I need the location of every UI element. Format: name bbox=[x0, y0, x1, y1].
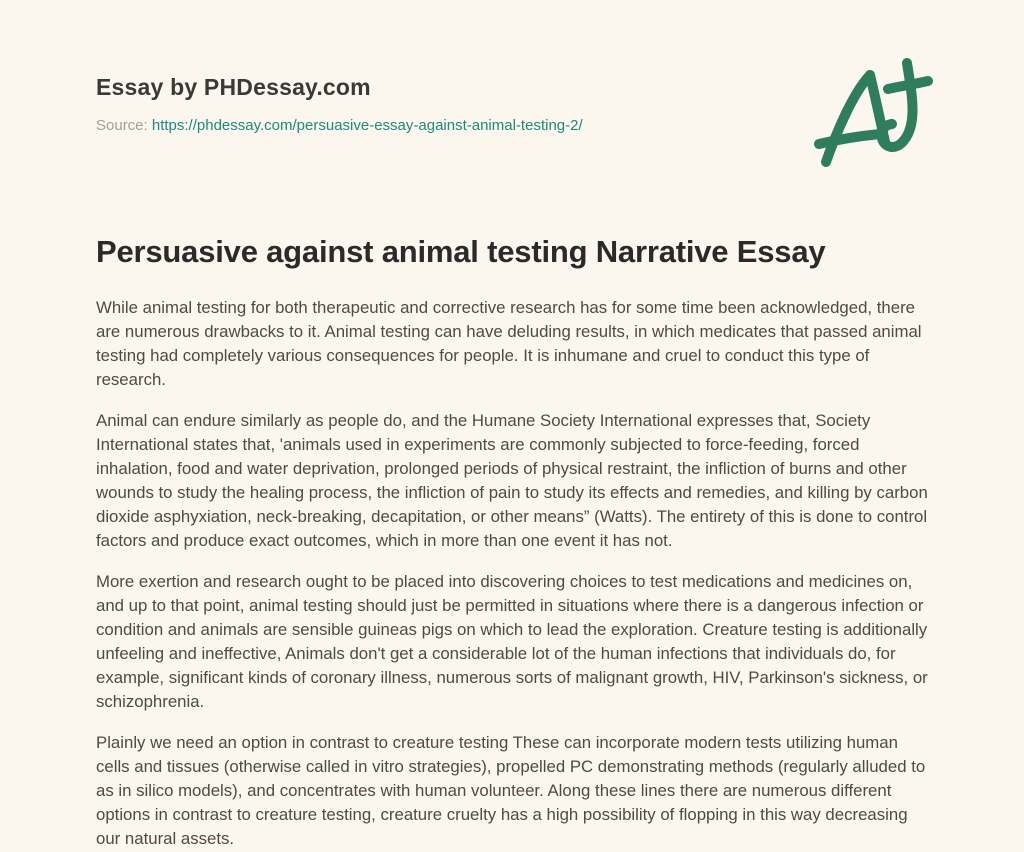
page-header bbox=[96, 74, 928, 172]
essay-paragraph-3: More exertion and research ought to be placed into discovering choices to test medications and medicines on, and up to that point, animal testing should just be permitted in situations where there is a dangerous infection or condition and animals are sensible guineas pigs on which to lead the exploration. Creature testing is additionally unfeeling and ineffective, Animals don't get a considerable lot of the human infections that individuals do, for example, significant kinds of coronary illness, numerous sorts of malignant growth, HIV, Parkinson's sickness, or schizophrenia. bbox=[96, 572, 928, 711]
source-line bbox=[96, 117, 583, 134]
essay-paragraph-4: Plainly we need an option in contrast to creature testing These can incorporate modern tests utilizing human cells and tissues (otherwise called in vitro strategies), propelled PC demonstrating methods (regularly alluded to as in silico models), and concentrates with human volunteer. Along these lines there are numerous different options in contrast to creature testing, creature cruelty has a high possibility of flopping in this way decreasing our natural assets. bbox=[96, 733, 926, 848]
site-title: Essay by PHDessay.com bbox=[96, 74, 371, 100]
essay-title: Persuasive against animal testing Narrative Essay bbox=[96, 234, 826, 269]
a-plus-logo-icon bbox=[814, 56, 936, 172]
header-text-block bbox=[96, 74, 583, 134]
essay-paragraph-2: Animal can endure similarly as people do, and the Humane Society International expresses that, Society International states that, 'animals used in experiments are commonly subjected to force-feeding, forced inhalation, food and water deprivation, prolonged periods of physical restraint, the infliction of burns and other wounds to study the healing process, the infliction of pain to study its effects and remedies, and killing by carbon dioxide asphyxiation, neck-breaking, decapitation, or other means” (Watts). The entirety of this is done to control factors and produce exact outcomes, which in more than one event it has not. bbox=[96, 411, 928, 550]
essay-paragraph-1: While animal testing for both therapeutic and corrective research has for some time been acknowledged, there are numerous drawbacks to it. Animal testing can have deluding results, in which medicates that passed animal testing had completely various consequences for people. It is inhumane and cruel to conduct this type of research. bbox=[96, 298, 922, 389]
source-link[interactable]: https://phdessay.com/persuasive-essay-against-animal-testing-2/ bbox=[151, 117, 583, 134]
source-label: Source: bbox=[96, 117, 148, 134]
phdessay-logo bbox=[814, 56, 936, 172]
